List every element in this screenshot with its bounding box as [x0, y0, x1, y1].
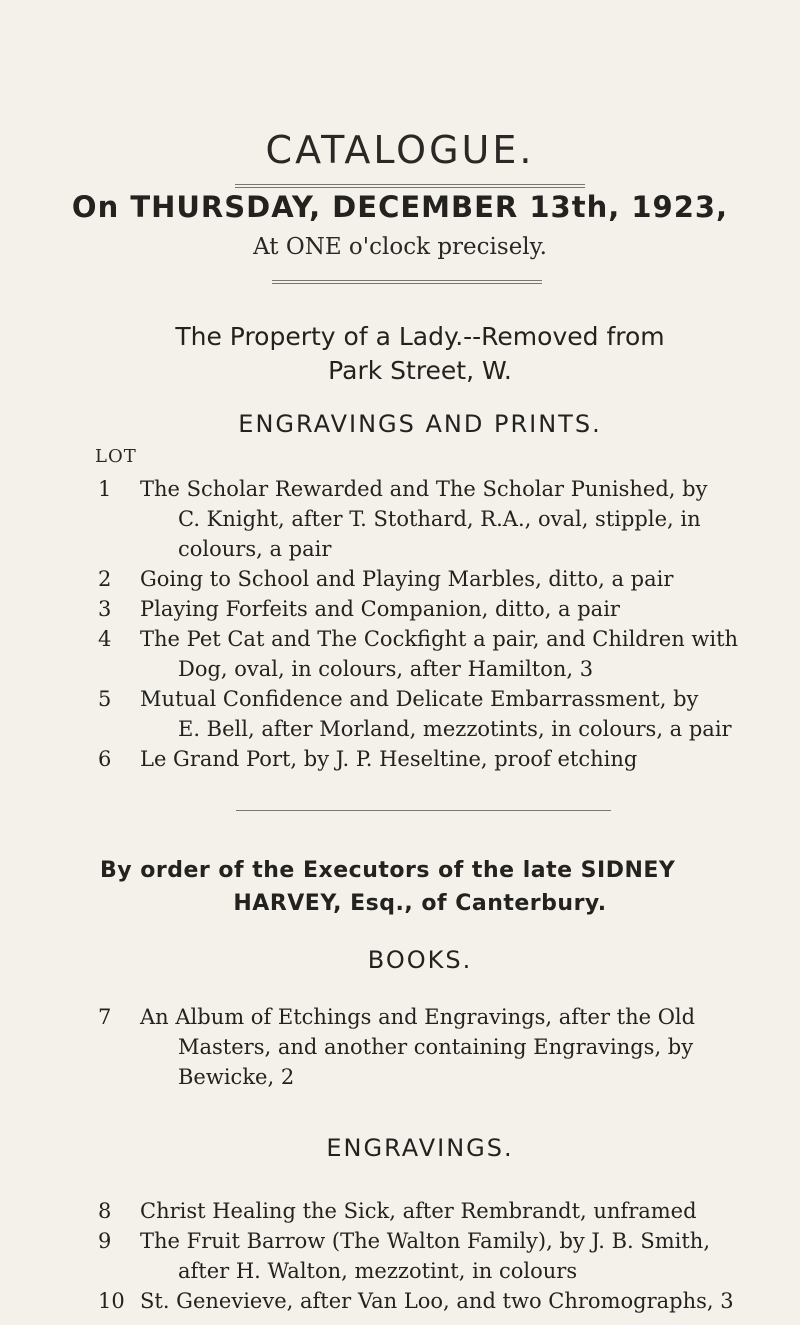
lot-item-2	[98, 564, 788, 594]
lot-number: 4	[98, 627, 112, 651]
executors-heading-line1: By order of the Executors of the late SIDNEY	[100, 858, 676, 883]
lot-number: 1	[98, 477, 112, 501]
lot-desc-line1: Going to School and Playing Marbles, ditto, a pair	[140, 567, 674, 591]
lot-column-label: LOT	[95, 446, 137, 467]
lot-number: 2	[98, 567, 112, 591]
lot-desc-line1: Christ Healing the Sick, after Rembrandt, unframed	[140, 1199, 697, 1223]
lot-item-4	[98, 624, 788, 684]
lot-desc-line3: Bewicke, 2	[178, 1065, 295, 1089]
lot-desc-line2: after H. Walton, mezzotint, in colours	[178, 1259, 578, 1283]
property-heading-line1: The Property of a Lady.--Removed from	[175, 322, 665, 351]
lot-item-7	[98, 1002, 788, 1092]
lot-desc-line2: C. Knight, after T. Stothard, R.A., oval, stipple, in	[178, 507, 701, 531]
lot-number: 8	[98, 1199, 112, 1223]
lot-desc-line1: Mutual Confidence and Delicate Embarrassment, by	[140, 687, 699, 711]
lot-desc-line1: The Pet Cat and The Cockfight a pair, and Children with	[140, 627, 739, 651]
lot-number: 3	[98, 597, 112, 621]
lot-item-10	[98, 1286, 788, 1316]
sale-date: On THURSDAY, DECEMBER 13th, 1923,	[71, 190, 729, 224]
lot-desc-line3: colours, a pair	[178, 537, 332, 561]
lot-number: 9	[98, 1229, 112, 1253]
lot-desc-line1: Playing Forfeits and Companion, ditto, a pair	[140, 597, 620, 621]
section-heading-books: BOOKS.	[367, 946, 473, 974]
lot-number: 6	[98, 747, 112, 771]
lot-number: 7	[98, 1005, 112, 1029]
time-divider	[272, 280, 542, 284]
lot-desc-line1: St. Genevieve, after Van Loo, and two Chromographs, 3	[140, 1289, 734, 1313]
lot-desc-line2: Masters, and another containing Engravings, by	[178, 1035, 694, 1059]
lot-item-5	[98, 684, 788, 744]
lot-item-8	[98, 1196, 788, 1226]
section-heading-engravings-prints: ENGRAVINGS AND PRINTS.	[238, 410, 602, 438]
lot-desc-line1: The Scholar Rewarded and The Scholar Punished, by	[140, 477, 708, 501]
property-heading-line2: Park Street, W.	[328, 356, 512, 385]
lot-desc-line1: Le Grand Port, by J. P. Heseltine, proof etching	[140, 747, 638, 771]
section-heading-engravings: ENGRAVINGS.	[326, 1134, 514, 1162]
executors-heading-line2: HARVEY, Esq., of Canterbury.	[233, 891, 607, 916]
lot-number: 5	[98, 687, 112, 711]
title-divider	[235, 184, 585, 188]
catalogue-title: CATALOGUE.	[265, 128, 535, 172]
sale-time: At ONE o'clock precisely.	[253, 234, 547, 260]
lot-item-6	[98, 744, 788, 774]
lot-desc-line1: The Fruit Barrow (The Walton Family), by J. B. Smith,	[140, 1229, 711, 1253]
lot-number: 10	[98, 1289, 125, 1313]
lot-desc-line1: An Album of Etchings and Engravings, after the Old	[140, 1005, 696, 1029]
section-divider	[236, 810, 611, 811]
lot-item-9	[98, 1226, 788, 1286]
lot-item-3	[98, 594, 788, 624]
lot-desc-line2: Dog, oval, in colours, after Hamilton, 3	[178, 657, 594, 681]
lot-item-1	[98, 474, 788, 564]
lot-desc-line2: E. Bell, after Morland, mezzotints, in colours, a pair	[178, 717, 732, 741]
